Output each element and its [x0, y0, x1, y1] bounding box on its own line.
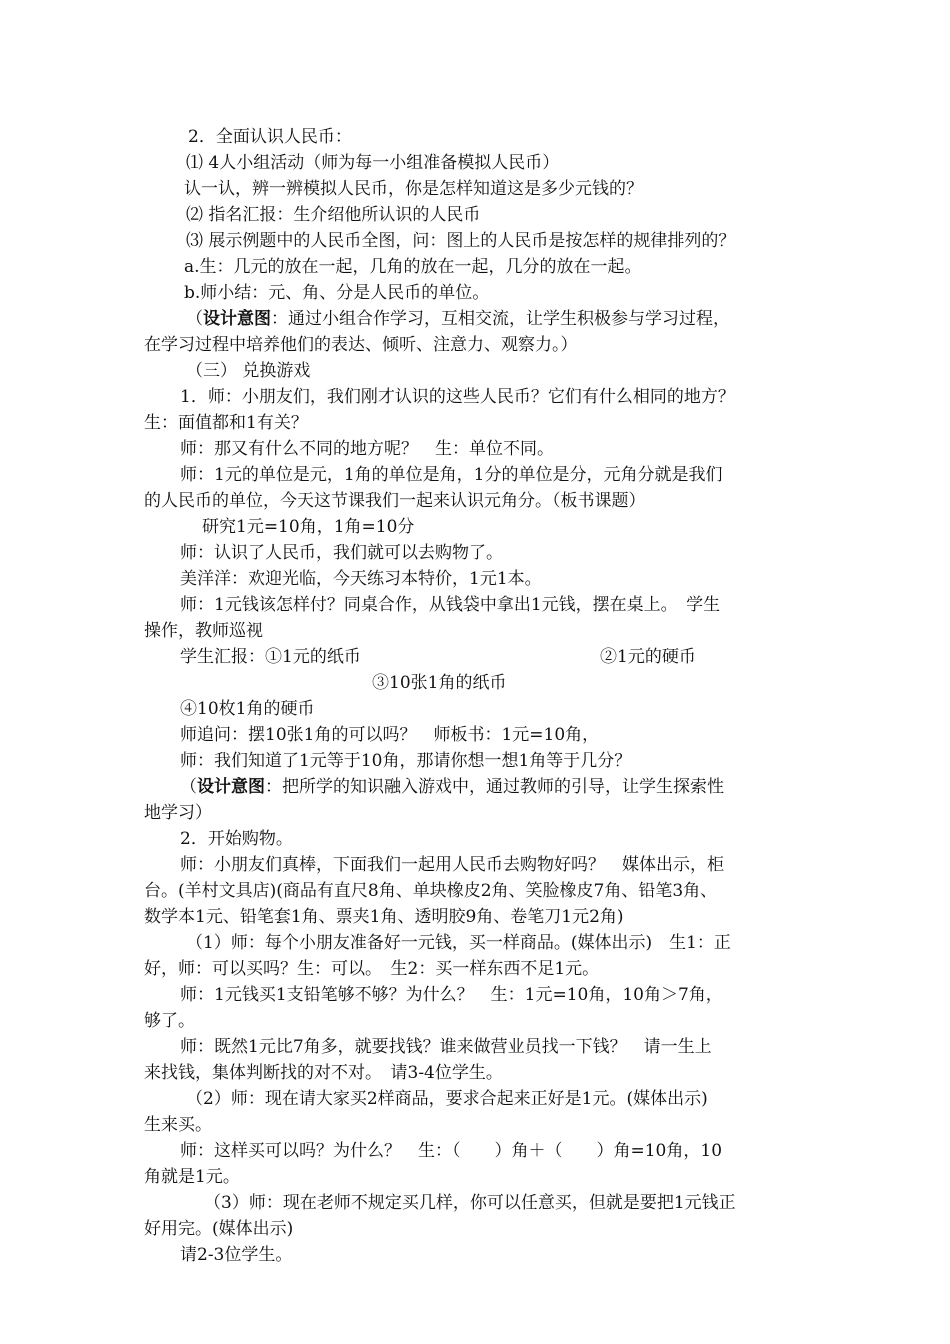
text-span: ：把所学的知识融入游戏中，通过教师的引导，让学生探索性	[265, 777, 724, 797]
text-line: 学生汇报：①1元的纸币	[180, 647, 361, 667]
text-line: 生来买。	[144, 1115, 212, 1135]
text-line: ⑶ 展示例题中的人民币全图，问：图上的人民币是按怎样的规律排列的？	[186, 231, 736, 251]
text-line: ②1元的硬币	[600, 647, 696, 667]
text-line: 师：这样买可以吗？为什么？ 生：（ ）角＋（ ）角=10角，10	[180, 1141, 723, 1161]
text-line: 生：面值都和1有关？	[144, 413, 308, 433]
text-line: 师：小朋友们真棒，下面我们一起用人民币去购物好吗？ 媒体出示，柜	[180, 855, 724, 875]
text-line: 师：1元的单位是元，1角的单位是角，1分的单位是分，元角分就是我们	[180, 465, 723, 485]
text-line: 好，师：可以买吗？生：可以。 生2：买一样东西不足1元。	[144, 959, 600, 979]
text-line: （1）师：每个小朋友准备好一元钱，买一样商品。(媒体出示) 生1：正	[186, 933, 731, 953]
text-line: 师：既然1元比7角多，就要找钱？谁来做营业员找一下钱？ 请一生上	[180, 1037, 712, 1057]
text-line: ④10枚1角的硬币	[180, 699, 315, 719]
text-line: 1．师：小朋友们，我们刚才认识的这些人民币？它们有什么相同的地方？	[180, 387, 735, 407]
design-intent-label: 设计意图	[203, 309, 271, 329]
text-line: 师：1元钱买1支铅笔够不够？为什么？ 生：1元=10角，10角＞7角，	[180, 985, 723, 1005]
text-line: 数学本1元、铅笔套1角、票夹1角、透明胶9角、卷笔刀1元2角)	[144, 907, 624, 927]
text-line: 师：认识了人民币，我们就可以去购物了。	[180, 543, 503, 563]
text-span: ：通过小组合作学习，互相交流，让学生积极参与学习过程，	[271, 309, 730, 329]
paren: （	[186, 309, 203, 329]
text-line: 研究1元=10角，1角=10分	[202, 517, 415, 537]
text-line: 美洋洋：欢迎光临，今天练习本特价，1元1本。	[180, 569, 542, 589]
text-line: 师：我们知道了1元等于10角，那请你想一想1角等于几分？	[180, 751, 632, 771]
text-line: a.生：几元的放在一起，几角的放在一起，几分的放在一起。	[184, 257, 642, 277]
text-line: 认一认，辨一辨模拟人民币，你是怎样知道这是多少元钱的？	[184, 179, 643, 199]
text-line: 在学习过程中培养他们的表达、倾听、注意力、观察力。）	[144, 335, 578, 355]
text-line: 台。(羊村文具店)(商品有直尺8角、单块橡皮2角、笑脸橡皮7角、铅笔3角、	[144, 881, 718, 901]
section-heading: （三） 兑换游戏	[186, 361, 311, 381]
text-line: 2．全面认识人民币：	[188, 127, 352, 147]
text-line: 操作，教师巡视	[144, 621, 263, 641]
text-line: 来找钱，集体判断找的对不对。 请3-4位学生。	[144, 1063, 503, 1083]
text-line: 师追问：摆10张1角的可以吗？ 师板书：1元=10角，	[180, 725, 600, 745]
text-line: 请2-3位学生。	[180, 1245, 293, 1265]
text-line: 2．开始购物。	[180, 829, 293, 849]
paren: （	[180, 777, 197, 797]
text-line: ⑵ 指名汇报：生介绍他所认识的人民币	[186, 205, 481, 225]
design-intent-line	[186, 306, 730, 332]
text-line: 角就是1元。	[144, 1167, 240, 1187]
text-line: 够了。	[144, 1011, 195, 1031]
text-line: 师：那又有什么不同的地方呢？ 生：单位不同。	[180, 439, 554, 459]
design-intent-label: 设计意图	[197, 777, 265, 797]
text-line: 的人民币的单位，今天这节课我们一起来认识元角分。（板书课题）	[144, 491, 646, 511]
text-line: 地学习）	[144, 803, 212, 823]
text-line: b.师小结：元、角、分是人民币的单位。	[184, 283, 490, 303]
text-line: （3）师：现在老师不规定买几样，你可以任意买，但就是要把1元钱正	[204, 1193, 736, 1213]
text-line: 好用完。(媒体出示)	[144, 1219, 294, 1239]
text-line: ⑴ 4人小组活动（师为每一小组准备模拟人民币）	[186, 153, 560, 173]
design-intent-line	[180, 774, 724, 800]
text-line: ③10张1角的纸币	[372, 673, 507, 693]
text-line: （2）师：现在请大家买2样商品，要求合起来正好是1元。(媒体出示)	[186, 1089, 708, 1109]
text-line: 师：1元钱该怎样付？同桌合作，从钱袋中拿出1元钱，摆在桌上。 学生	[180, 595, 721, 615]
